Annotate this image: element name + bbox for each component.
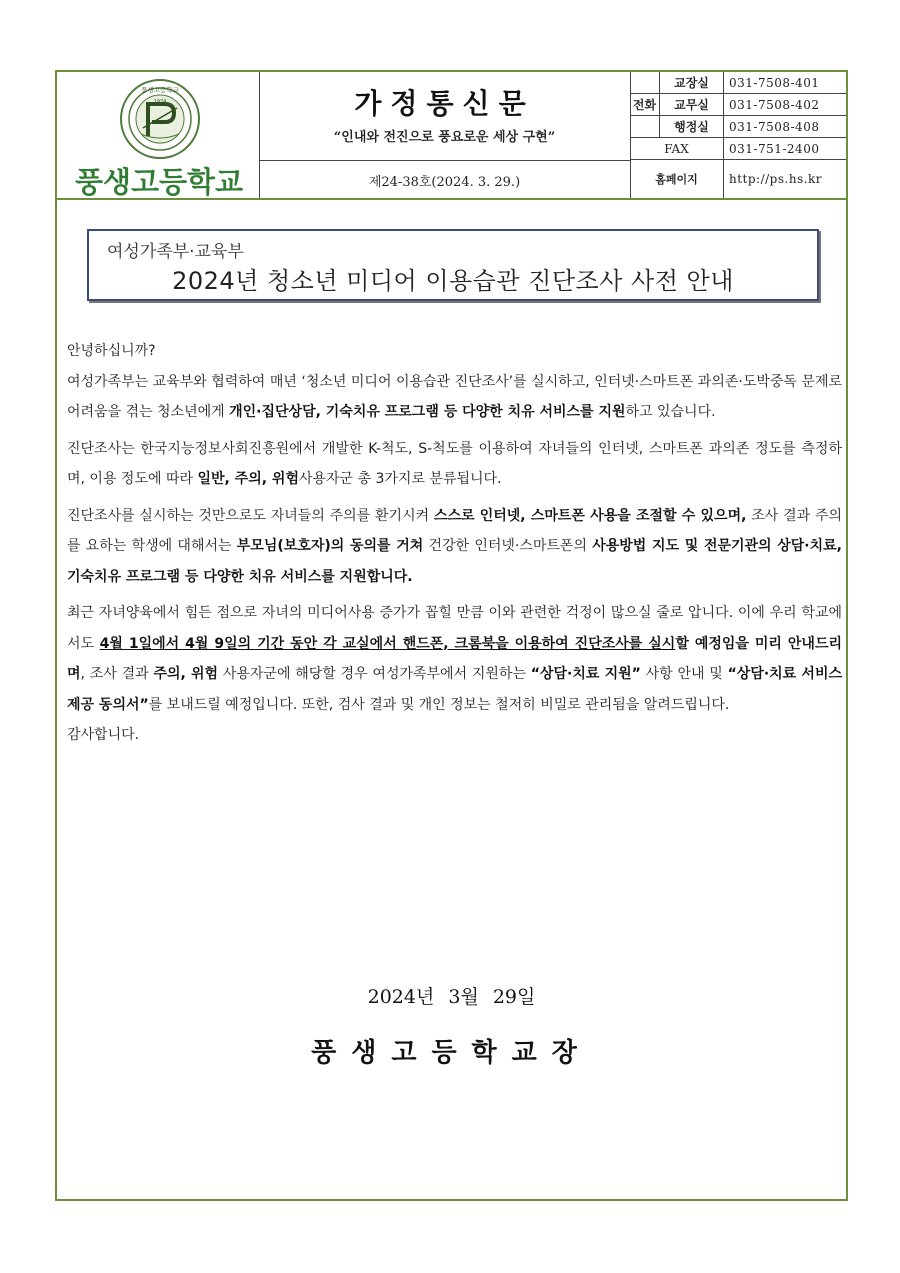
bold-text: 부모님(보호자)의 동의를 거쳐 (236, 538, 424, 554)
bold-text: “상담·치료 지원” (530, 666, 641, 682)
logo-cell (57, 72, 260, 198)
paragraph-2 (67, 434, 842, 495)
contact-row (630, 72, 846, 94)
text-run: 를 보내드릴 예정입니다. 또한, 검사 결과 및 개인 정보는 철저히 비밀로 관리됨을 알려드립니다. (148, 696, 730, 713)
text-run: 사용자군에 해당할 경우 여성가족부에서 지원하는 (218, 666, 531, 682)
text-run: 하고 있습니다. (625, 404, 716, 420)
text-run: , 조사 결과 (80, 666, 154, 682)
contact-value: 031-7508-402 (729, 97, 820, 112)
letter-body (67, 336, 842, 751)
school-seal-icon (119, 78, 201, 160)
underlined-text: 4월 1일에서 4월 9일의 기간 동안 각 교실에서 핸드폰, 크롬북을 이용하여 진단조사를 실시 (99, 635, 676, 652)
letter-frame (55, 70, 848, 1201)
bold-text: 주의, 위험 (153, 666, 219, 682)
notice-organization: 여성가족부·교육부 (107, 242, 244, 262)
bold-text: 일반, 주의, 위험 (197, 471, 299, 487)
text-run: 건강한 인터넷·스마트폰의 (423, 538, 593, 554)
closing: 감사합니다. (67, 727, 140, 743)
bold-text: “상담·치료 서비스 제공 동의서” (67, 666, 842, 713)
bold-text: 할 예정임을 미리 안내드리며 (67, 635, 842, 682)
fax-row (630, 138, 846, 160)
issue-number: 제24-38호(2024. 3. 29.) (368, 175, 521, 190)
contact-row (630, 94, 846, 116)
paragraph-4 (67, 598, 842, 720)
fax-label: FAX (630, 138, 724, 159)
seal-year: 1974 (153, 99, 167, 105)
text-run: 사항 안내 및 (640, 666, 728, 682)
text-run: 여성가족부는 교육부와 협력하여 매년 ‘청소년 미디어 이용습관 진단조사’를 실시하고, 인터넷·스마트폰 과의존·도박중독 문제로 어려움을 겪는 청소년에게 (67, 373, 842, 420)
contact-label: 행정실 (660, 116, 724, 137)
bold-text: 개인·집단상담, 기숙치유 프로그램 등 다양한 치유 서비스를 지원 (229, 404, 626, 420)
phone-label: 전화 (630, 72, 660, 138)
text-run: 조사 결과 주의를 요하는 학생에 대해서는 (67, 507, 842, 554)
homepage-link[interactable]: http://ps.hs.kr (729, 172, 823, 186)
document-title: 가정통신문 (354, 87, 535, 120)
text-run: 최근 자녀양육에서 힘든 점으로 자녀의 미디어사용 증가가 꼽힐 만큼 이와 관련한 걱정이 많으실 줄로 압니다. 이에 우리 학교에서도 (67, 605, 842, 652)
contact-value: 031-7508-408 (729, 119, 820, 134)
seal-top-text: 풍생고등학교 (141, 86, 179, 94)
contact-label: 교무실 (660, 94, 724, 115)
bold-text: 사용방법 지도 및 전문기관의 상담·치료, 기숙치유 프로그램 등 다양한 치유 서비스를 지원합니다. (67, 538, 842, 585)
homepage-label: 홈페이지 (630, 160, 724, 198)
title-cell (259, 72, 631, 161)
text-run: 진단조사를 실시하는 것만으로도 자녀들의 주의를 환기시켜 (67, 507, 434, 524)
contact-value: 031-7508-401 (729, 75, 820, 90)
contact-table (630, 72, 846, 198)
contact-row (630, 116, 846, 138)
paragraph-3 (67, 501, 842, 593)
notice-title-box (87, 229, 819, 301)
bold-text: 스스로 인터넷, 스마트폰 사용을 조절할 수 있으며, (433, 507, 747, 524)
text-run: 진단조사는 한국지능정보사회진흥원에서 개발한 K-척도, S-척도를 이용하여 자녀들의 인터넷, 스마트폰 과의존 정도를 측정하며, 이용 정도에 따라 (67, 440, 842, 487)
text-run: 사용자군 총 3가지로 분류됩니다. (298, 471, 502, 487)
fax-value: 031-751-2400 (729, 141, 820, 156)
homepage-row (630, 160, 846, 198)
contact-label: 교장실 (660, 72, 724, 93)
principal-signature: 풍생고등학교장 (311, 1038, 592, 1068)
school-name: 풍생고등학교 (74, 165, 244, 199)
greeting: 안녕하십니까? (67, 343, 156, 359)
paragraph-1 (67, 367, 842, 428)
notice-title: 2024년 청소년 미디어 이용습관 진단조사 사전 안내 (172, 267, 734, 295)
issue-cell (259, 160, 631, 198)
school-motto: “인내와 전진으로 풍요로운 세상 구현” (333, 130, 556, 145)
letter-date: 2024년 3월 29일 (367, 986, 536, 1008)
letter-header (57, 72, 846, 200)
